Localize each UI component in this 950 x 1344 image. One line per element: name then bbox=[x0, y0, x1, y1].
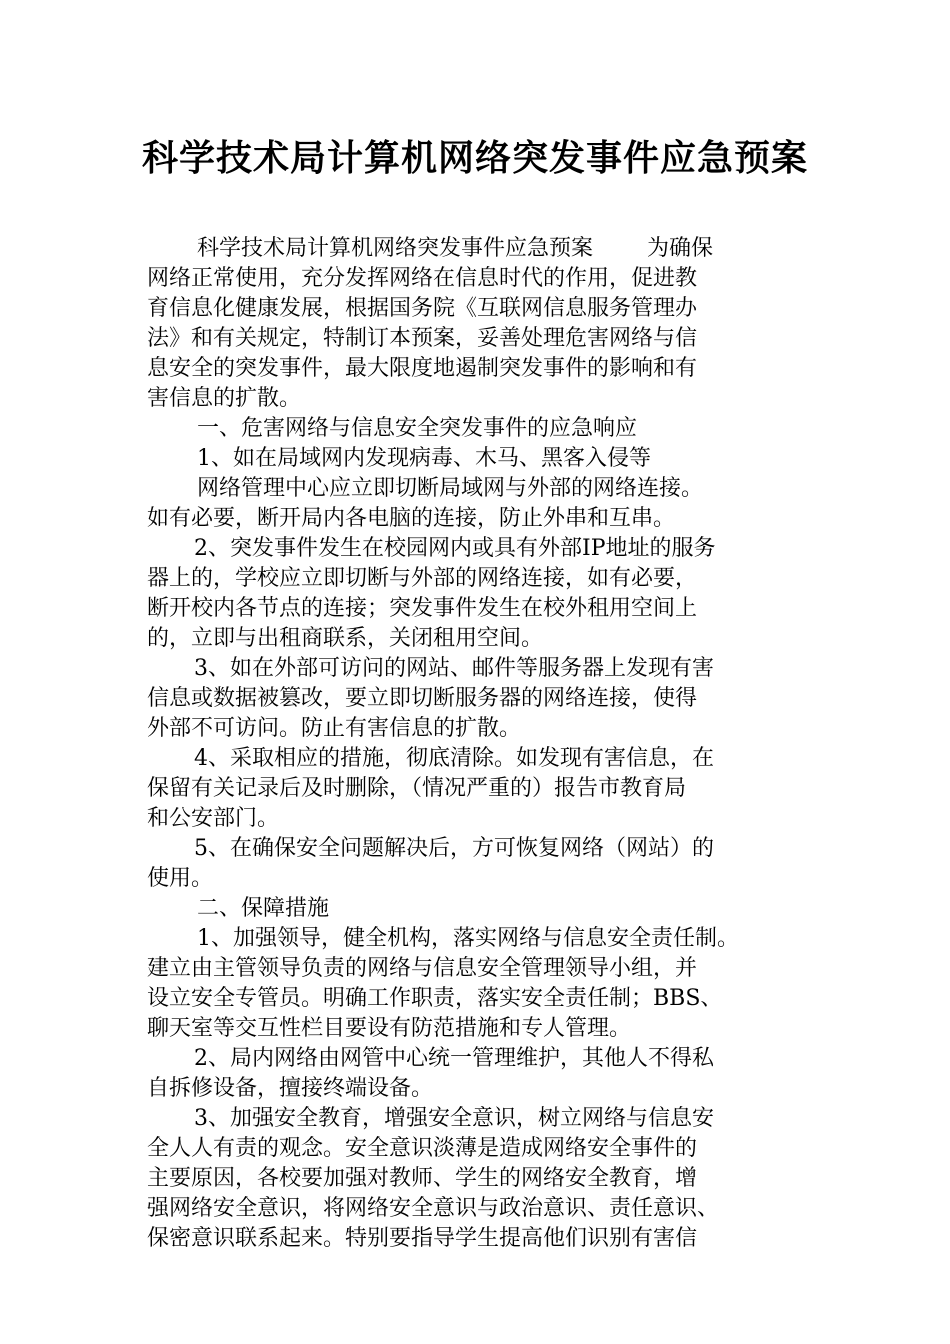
text-line bbox=[147, 1074, 819, 1104]
text-line bbox=[147, 1194, 819, 1224]
text-line bbox=[147, 414, 819, 444]
text-line bbox=[147, 654, 819, 684]
text-line-content: 和公安部门。 bbox=[147, 806, 280, 831]
text-line bbox=[147, 864, 819, 894]
text-line-content: 4、采取相应的措施，彻底清除。如发现有害信息，在 bbox=[194, 746, 714, 771]
text-line bbox=[147, 684, 819, 714]
text-line-content: 1、加强领导，健全机构，落实网络与信息安全责任制。 bbox=[197, 926, 739, 951]
text-line-content: 主要原因，各校要加强对教师、学生的网络安全教育，增 bbox=[147, 1166, 698, 1191]
text-line-content: 5、在确保安全问题解决后，方可恢复网络（网站）的 bbox=[194, 836, 714, 861]
text-line bbox=[147, 804, 819, 834]
text-line bbox=[147, 1044, 819, 1074]
text-line-content: 3、如在外部可访问的网站、邮件等服务器上发现有害 bbox=[194, 656, 714, 681]
text-line bbox=[147, 564, 819, 594]
text-line bbox=[147, 384, 819, 414]
text-line bbox=[147, 534, 819, 564]
text-line-content: 一、危害网络与信息安全突发事件的应急响应 bbox=[197, 416, 638, 441]
text-line-content: 信息或数据被篡改，要立即切断服务器的网络连接，使得 bbox=[147, 686, 698, 711]
text-line-content: 育信息化健康发展，根据国务院《互联网信息服务管理办 bbox=[147, 296, 698, 321]
text-line-content: 断开校内各节点的连接；突发事件发生在校外租用空间上 bbox=[147, 596, 698, 621]
text-line bbox=[147, 1014, 819, 1044]
text-line-content: 二、保障措施 bbox=[197, 896, 330, 921]
text-line-content: 器上的，学校应立即切断与外部的网络连接，如有必要， bbox=[147, 566, 698, 591]
text-line-content: 使用。 bbox=[147, 866, 214, 891]
text-line-content: 自拆修设备，擅接终端设备。 bbox=[147, 1076, 434, 1101]
text-line-content: 强网络安全意识，将网络安全意识与政治意识、责任意识、 bbox=[147, 1196, 720, 1221]
text-line-content: 保留有关记录后及时删除，（情况严重的）报告市教育局 bbox=[147, 776, 687, 801]
document-body bbox=[147, 234, 819, 1254]
text-line bbox=[147, 954, 819, 984]
text-line bbox=[147, 354, 819, 384]
text-line-content: 的，立即与出租商联系，关闭租用空间。 bbox=[147, 626, 544, 651]
text-line bbox=[147, 594, 819, 624]
text-line-content: 1、如在局域网内发现病毒、木马、黑客入侵等 bbox=[197, 446, 651, 471]
text-line bbox=[147, 264, 819, 294]
text-line-content: 2、局内网络由网管中心统一管理维护，其他人不得私 bbox=[194, 1046, 714, 1071]
text-line-content: 网络管理中心应立即切断局域网与外部的网络连接。 bbox=[197, 476, 704, 501]
text-line bbox=[147, 984, 819, 1014]
text-line-content: 法》和有关规定，特制订本预案，妥善处理危害网络与信 bbox=[147, 326, 698, 351]
text-line-content: 建立由主管领导负责的网络与信息安全管理领导小组，并 bbox=[147, 956, 698, 981]
text-line bbox=[147, 1164, 819, 1194]
text-line bbox=[147, 444, 819, 474]
text-line-content: 2、突发事件发生在校园网内或具有外部IP地址的服务 bbox=[194, 536, 716, 561]
text-line bbox=[147, 1224, 819, 1254]
text-line-continuation: 为确保 bbox=[647, 236, 714, 261]
text-line-content: 外部不可访问。防止有害信息的扩散。 bbox=[147, 716, 522, 741]
text-line-content: 科学技术局计算机网络突发事件应急预案 bbox=[197, 236, 594, 261]
text-line bbox=[147, 504, 819, 534]
text-line bbox=[147, 744, 819, 774]
text-line bbox=[147, 1134, 819, 1164]
text-line bbox=[147, 474, 819, 504]
text-line-content: 全人人有责的观念。安全意识淡薄是造成网络安全事件的 bbox=[147, 1136, 698, 1161]
text-line bbox=[147, 324, 819, 354]
text-line-content: 害信息的扩散。 bbox=[147, 386, 302, 411]
text-line-content: 保密意识联系起来。特别要指导学生提高他们识别有害信 bbox=[147, 1226, 698, 1251]
text-line-content: 息安全的突发事件，最大限度地遏制突发事件的影响和有 bbox=[147, 356, 698, 381]
text-line bbox=[147, 1104, 819, 1134]
text-line bbox=[147, 294, 819, 324]
document-title: 科学技术局计算机网络突发事件应急预案 bbox=[141, 137, 808, 179]
text-line-content: 聊天室等交互性栏目要设有防范措施和专人管理。 bbox=[147, 1016, 632, 1041]
text-line bbox=[147, 714, 819, 744]
text-line bbox=[147, 894, 819, 924]
text-line-content: 如有必要，断开局内各电脑的连接，防止外串和互串。 bbox=[147, 506, 676, 531]
text-line bbox=[147, 924, 819, 954]
text-line bbox=[147, 774, 819, 804]
text-line-content: 设立安全专管员。明确工作职责，落实安全责任制；BBS、 bbox=[147, 986, 723, 1011]
text-line-content: 3、加强安全教育，增强安全意识，树立网络与信息安 bbox=[194, 1106, 714, 1131]
text-line bbox=[147, 624, 819, 654]
text-line-content: 网络正常使用，充分发挥网络在信息时代的作用，促进教 bbox=[147, 266, 698, 291]
text-line bbox=[147, 834, 819, 864]
text-line bbox=[147, 234, 819, 264]
